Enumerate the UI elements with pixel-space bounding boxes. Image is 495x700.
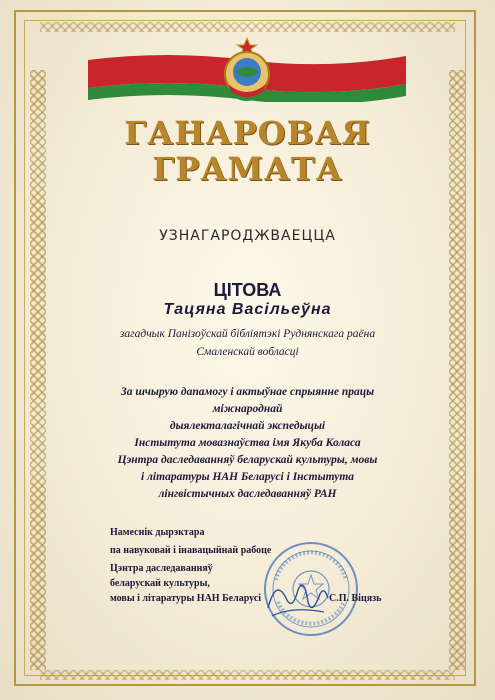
signatory-name: С.П. Віцязь: [329, 593, 382, 604]
top-ornament-band: [40, 22, 455, 32]
signatory-title-line: беларускай культуры,: [110, 578, 210, 589]
reason-line: і літаратуры НАН Беларусі і Інстытута: [140, 471, 355, 483]
reason-line: Цэнтра даследаванняў беларускай культуры, мовы: [117, 454, 378, 466]
reason-line: За шчырую дапамогу і актыўнае спрыянне працы: [120, 386, 375, 398]
position-line: загадчык Панізоўскай бібліятэкі Руднянскага раёна: [119, 328, 376, 340]
awarded-heading: УЗНАГАРОДЖВАЕЦЦА: [159, 228, 336, 244]
signatory-title-line: Намеснік дырэктара: [110, 527, 205, 538]
handwritten-signature-icon: [262, 568, 332, 628]
reason-line: лінгвістычных даследаванняў РАН: [158, 488, 337, 500]
certificate-title-line-2: ГРАМАТА: [152, 150, 343, 188]
signatory-title-line: Цэнтра даследаванняў: [110, 563, 213, 574]
state-emblem-icon: [218, 36, 276, 106]
position-line: Смаленскай вобласці: [196, 346, 299, 358]
recipient-name: Тацяна Васільеўна: [163, 301, 332, 318]
reason-line: міжнароднай: [212, 403, 283, 415]
reason-line: Інстытута мовазнаўства імя Якуба Коласа: [134, 437, 361, 449]
reason-line: дыялекталагічнай экспедыцыі: [169, 420, 326, 432]
signatory-title-line: мовы і літаратуры НАН Беларусі: [110, 593, 262, 604]
signatory-title-line: па навуковай і інавацыйнай рабоце: [110, 545, 272, 556]
certificate-title-line-1: ГАНАРОВАЯ: [124, 114, 371, 152]
bottom-ornament-band: [40, 670, 455, 680]
recipient-surname: ЦІТОВА: [213, 280, 282, 300]
